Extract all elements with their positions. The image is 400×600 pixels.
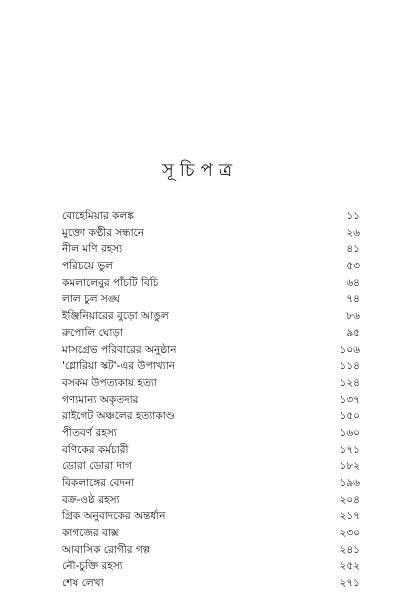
toc-entry-title: বসকম উপত্যকায় হত্যা [62,376,157,389]
toc-heading: সূচিপত্র [161,160,239,181]
toc-page-number: ১১৪ [339,360,360,373]
toc-row [62,408,360,425]
toc-row [62,542,360,559]
toc-entry-title: মাসগ্রেভ পরিবারের অনুষ্ঠান [62,343,177,356]
toc-entry-title: গণ্যমান্য অকৃতদার [62,393,139,406]
toc-page-number: ১০৬ [339,343,360,356]
toc-row [62,375,360,392]
toc-page-number: ২৬ [346,226,360,239]
toc-entry-title: বিকলাঙ্গের বেদনা [62,477,135,489]
toc-entry-title: কমলালেবুর পাঁচটি বিচি [62,276,159,289]
toc-entry-title: 'গ্লোরিয়া স্কট'-এর উপাখ্যান [62,360,176,373]
toc-page-number: ১৩৭ [339,393,360,406]
toc-row [62,392,360,409]
toc-page-number: ৪১ [346,243,360,256]
toc-row [62,558,360,575]
toc-entry-title: শেষ লেখা [62,577,104,590]
toc-page-number: ৮৬ [346,310,360,323]
toc-row [62,208,360,225]
toc-page-number: ১২৪ [339,376,360,389]
toc-entry-title: কাগজের বাক্স [62,527,119,540]
toc-page-number: ২৭১ [339,577,360,590]
toc-page-number: ২১৭ [339,510,360,523]
toc-row [62,308,360,325]
toc-page-number: ৯৫ [346,326,360,339]
toc-row [62,258,360,275]
toc-entry-title: মুক্তো কণ্ঠীর সন্ধানে [62,226,145,239]
toc-entry-title: ডোরা ডোরা দাগ [62,460,132,473]
toc-row [62,575,360,592]
toc-row [62,275,360,292]
toc-page-number: ২৫২ [339,560,360,573]
toc-page-number: ১৬০ [339,426,360,439]
toc-entry-title: নীল মণি রহস্য [62,243,123,256]
toc-row [62,525,360,542]
toc-page-number: ২০৪ [339,493,360,506]
toc-row [62,475,360,492]
toc-page-number: ৬৪ [346,276,360,289]
toc-row [62,458,360,475]
toc-page-number: ১৮২ [339,460,360,473]
toc-row [62,225,360,242]
toc-row [62,291,360,308]
toc-row [62,342,360,359]
toc-entry-title: পীতবর্ণ রহস্য [62,426,117,439]
toc-page-number: ২৪১ [339,543,360,556]
toc-page-number: ১৭১ [339,443,360,456]
toc-entry-title: বক্র-ওষ্ঠ রহস্য [62,493,120,506]
toc-row [62,325,360,342]
toc-entry-title: নৌ-চুক্তি রহস্য [62,560,123,573]
toc-page-number: ১৫০ [339,410,360,423]
toc-entry-title: লাল চুল সঙ্ঘ [62,293,120,306]
toc-page-number: ১৯৬ [339,477,360,489]
toc-entry-title: আবাসিক রোগীর গল্প [62,543,151,556]
toc-row [62,241,360,258]
toc-page-number: ১১ [346,210,360,222]
toc-row [62,492,360,509]
toc-row [62,442,360,459]
toc-row [62,508,360,525]
toc-entry-title: গ্রিক অনুবাদকের অন্তর্ধান [62,510,166,523]
toc-entry-title: বণিকের কর্মচারী [62,443,129,456]
toc-entry-title: পরিচয়ে ভুল [62,260,113,273]
toc-entry-title: রাইগেট অঞ্চলের হত্যাকাণ্ড [62,410,175,423]
toc-entry-title: ইঞ্জিনিয়ারের বুড়ো আঙুল [62,310,169,323]
toc-page-number: ২৩০ [339,527,360,540]
toc-row [62,358,360,375]
toc-row [62,425,360,442]
toc-page-number: ৫৩ [346,260,360,273]
toc-page-number: ৭৪ [346,293,360,306]
toc-entry-title: রুপোলি ঘোড়া [62,326,123,339]
toc-list [62,208,360,592]
toc-entry-title: বোহেমিয়ার কলঙ্ক [62,210,134,222]
